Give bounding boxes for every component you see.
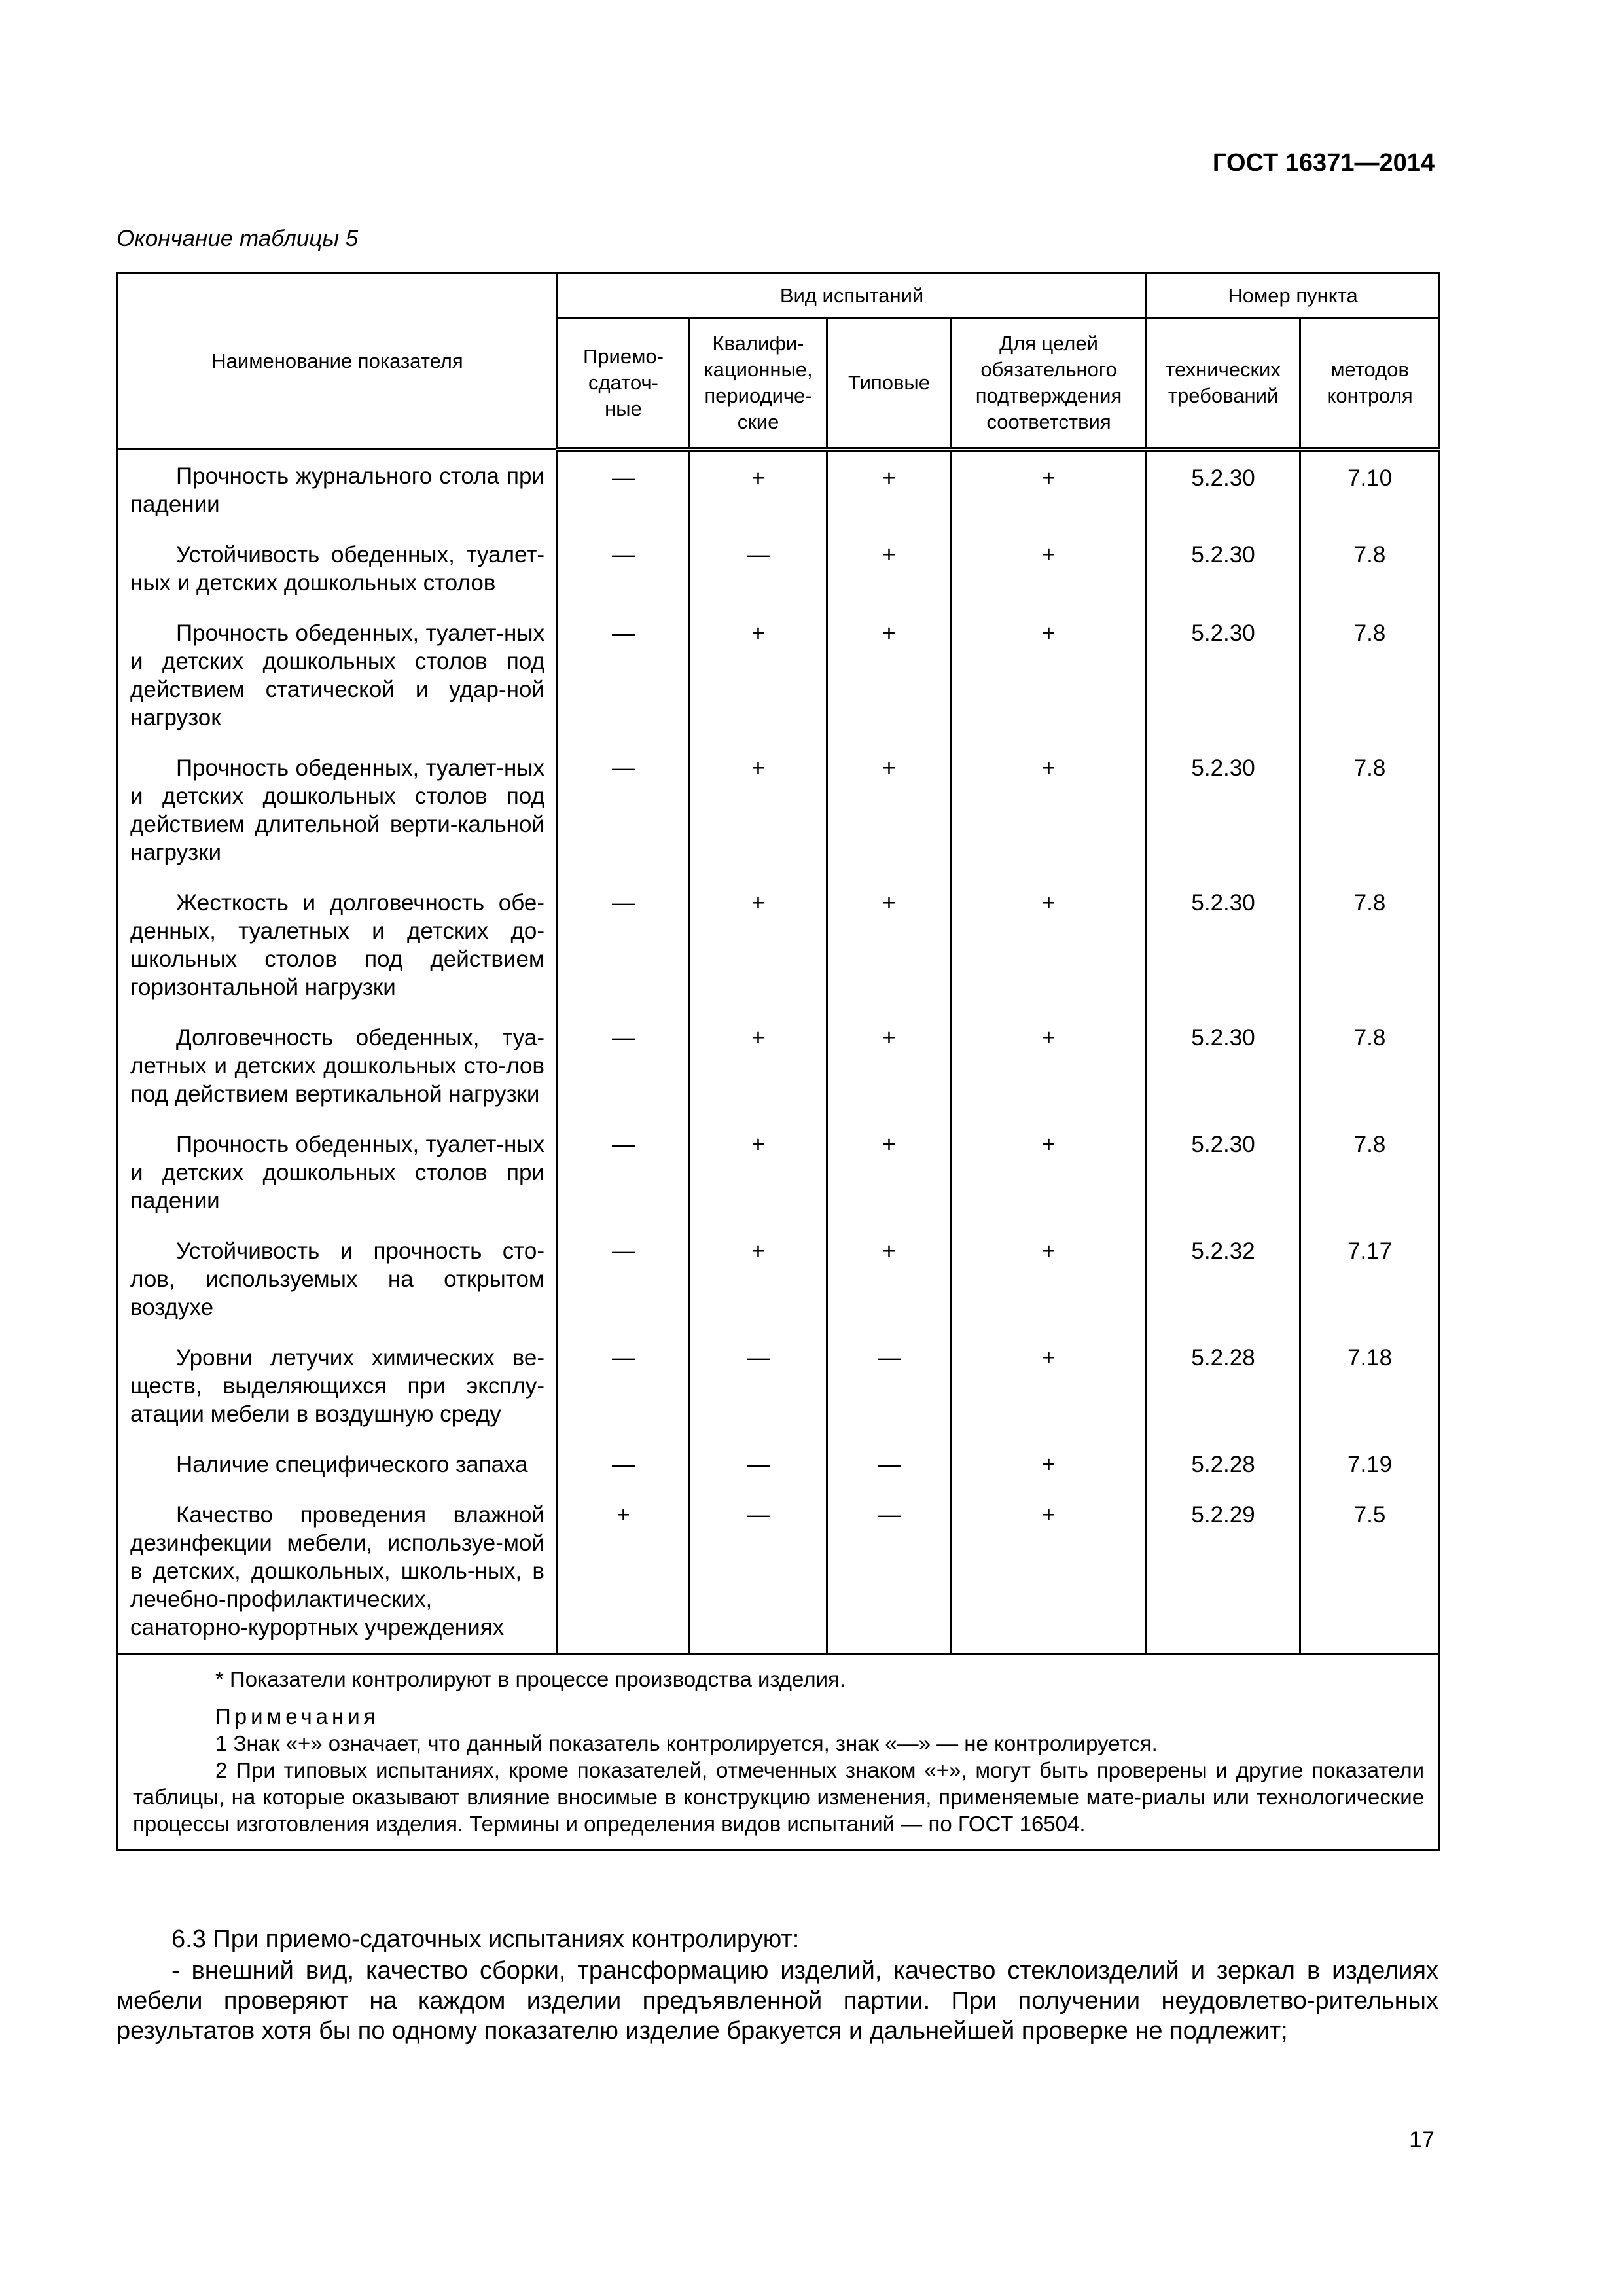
cell-certification: + xyxy=(952,1490,1147,1655)
header-certification: Для целей обязательного подтверждения соответствия xyxy=(952,319,1147,450)
cell-certification: + xyxy=(952,878,1147,1013)
cell-tech-clause: 5.2.30 xyxy=(1147,450,1300,531)
cell-certification: + xyxy=(952,744,1147,878)
cell-method-clause: 7.8 xyxy=(1300,1120,1440,1227)
cell-type: + xyxy=(827,609,952,744)
cell-tech-clause: 5.2.30 xyxy=(1147,1013,1300,1120)
cell-tech-clause: 5.2.30 xyxy=(1147,878,1300,1013)
table-caption: Окончание таблицы 5 xyxy=(116,226,359,251)
cell-tech-clause: 5.2.32 xyxy=(1147,1227,1300,1333)
indicator-name-text: Долговечность обеденных, туа-летных и детских дошкольных сто-лов под действием вертикальной нагрузки xyxy=(130,1025,544,1107)
indicator-name-text: Устойчивость обеденных, туалет-ных и детских дошкольных столов xyxy=(130,542,544,596)
cell-acceptance: — xyxy=(558,878,690,1013)
cell-type: — xyxy=(827,1333,952,1440)
table-row xyxy=(118,1013,1440,1120)
table-row xyxy=(118,1120,1440,1227)
table-row xyxy=(118,450,1440,531)
table-row xyxy=(118,609,1440,744)
cell-type: — xyxy=(827,1490,952,1655)
cell-qualification: + xyxy=(690,1120,827,1227)
header-control-methods: методов контроля xyxy=(1300,319,1440,450)
cell-method-clause: 7.5 xyxy=(1300,1490,1440,1655)
cell-acceptance: — xyxy=(558,609,690,744)
cell-certification: + xyxy=(952,450,1147,531)
cell-indicator-name xyxy=(118,878,558,1013)
cell-method-clause: 7.8 xyxy=(1300,609,1440,744)
cell-qualification: + xyxy=(690,744,827,878)
cell-type: + xyxy=(827,530,952,609)
note-2: 2 При типовых испытаниях, кроме показателей, отмеченных знаком «+», могут быть проверены и другие показатели таблицы, на которые оказывают влияние вносимые в конструкцию изменения, применяемые мате-риалы или технологические процессы изготовления изделия. Термины и определения видов испытаний — по ГОСТ 16504. xyxy=(133,1758,1425,1836)
cell-indicator-name xyxy=(118,530,558,609)
cell-method-clause: 7.17 xyxy=(1300,1227,1440,1333)
cell-indicator-name xyxy=(118,1440,558,1490)
test-table xyxy=(116,272,1440,1851)
cell-certification: + xyxy=(952,1120,1147,1227)
cell-method-clause: 7.19 xyxy=(1300,1440,1440,1490)
table-row xyxy=(118,1333,1440,1440)
cell-type: + xyxy=(827,450,952,531)
cell-acceptance: — xyxy=(558,744,690,878)
cell-method-clause: 7.8 xyxy=(1300,744,1440,878)
cell-type: + xyxy=(827,878,952,1013)
notes-title: Примечания xyxy=(215,1704,380,1729)
cell-type: + xyxy=(827,1013,952,1120)
header-tech-requirements: технических требований xyxy=(1147,319,1300,450)
cell-qualification: — xyxy=(690,530,827,609)
indicator-name-text: Наличие специфического запаха xyxy=(176,1452,528,1477)
cell-type: — xyxy=(827,1440,952,1490)
cell-acceptance: — xyxy=(558,1440,690,1490)
cell-tech-clause: 5.2.28 xyxy=(1147,1333,1300,1440)
cell-tech-clause: 5.2.30 xyxy=(1147,744,1300,878)
cell-qualification: + xyxy=(690,609,827,744)
cell-qualification: — xyxy=(690,1440,827,1490)
cell-type: + xyxy=(827,1227,952,1333)
page-number: 17 xyxy=(1409,2127,1435,2153)
cell-indicator-name xyxy=(118,450,558,531)
table-row xyxy=(118,878,1440,1013)
cell-indicator-name xyxy=(118,1333,558,1440)
table-row xyxy=(118,1490,1440,1655)
cell-indicator-name xyxy=(118,1120,558,1227)
indicator-name-text: Прочность обеденных, туалет-ных и детских дошкольных столов под действием статической и удар-ной нагрузок xyxy=(130,620,544,730)
header-type: Типовые xyxy=(827,319,952,450)
cell-tech-clause: 5.2.30 xyxy=(1147,609,1300,744)
cell-method-clause: 7.18 xyxy=(1300,1333,1440,1440)
indicator-name-text: Качество проведения влажной дезинфекции мебели, используе-мой в детских, дошкольных, школь-ных, в лечебно-профилактических, санаторно-курортных учреждениях xyxy=(130,1502,544,1640)
indicator-name-text: Уровни летучих химических ве-ществ, выделяющихся при эксплу-атации мебели в воздушную среду xyxy=(130,1345,544,1427)
cell-indicator-name xyxy=(118,744,558,878)
cell-method-clause: 7.10 xyxy=(1300,450,1440,531)
cell-acceptance: + xyxy=(558,1490,690,1655)
cell-certification: + xyxy=(952,1440,1147,1490)
table-row xyxy=(118,744,1440,878)
document-header: ГОСТ 16371—2014 xyxy=(1212,149,1435,177)
paragraph-item: - внешний вид, качество сборки, трансформацию изделий, качество стеклоизделий и зеркал в изделиях мебели проверяют на каждом изделии предъявленной партии. При получении неудовлетво-рительных результатов хотя бы по одному показателю изделие бракуется и дальнейшей проверке не подлежит; xyxy=(116,1957,1438,2045)
cell-qualification: + xyxy=(690,1013,827,1120)
cell-qualification: + xyxy=(690,1227,827,1333)
cell-qualification: — xyxy=(690,1490,827,1655)
cell-certification: + xyxy=(952,1333,1147,1440)
indicator-name-text: Прочность журнального стола при падении xyxy=(130,463,544,517)
cell-acceptance: — xyxy=(558,450,690,531)
cell-qualification: + xyxy=(690,450,827,531)
cell-acceptance: — xyxy=(558,530,690,609)
cell-acceptance: — xyxy=(558,1227,690,1333)
header-clause-number: Номер пункта xyxy=(1147,273,1440,319)
cell-method-clause: 7.8 xyxy=(1300,1013,1440,1120)
cell-indicator-name xyxy=(118,1227,558,1333)
paragraph-6-3: 6.3 При приемо-сдаточных испытаниях контролируют: xyxy=(171,1926,800,1953)
cell-type: + xyxy=(827,1120,952,1227)
note-1: 1 Знак «+» означает, что данный показатель контролируется, знак «—» — не контролируется. xyxy=(215,1731,1158,1755)
cell-certification: + xyxy=(952,1013,1147,1120)
header-name: Наименование показателя xyxy=(118,273,558,450)
footnote: * Показатели контролируют в процессе производства изделия. xyxy=(215,1667,846,1691)
cell-tech-clause: 5.2.28 xyxy=(1147,1440,1300,1490)
cell-certification: + xyxy=(952,530,1147,609)
table-row xyxy=(118,1227,1440,1333)
cell-acceptance: — xyxy=(558,1333,690,1440)
header-acceptance: Приемо-сдаточ-ные xyxy=(558,319,690,450)
cell-certification: + xyxy=(952,1227,1147,1333)
indicator-name-text: Жесткость и долговечность обе-денных, туалетных и детских до-школьных столов под действием горизонтальной нагрузки xyxy=(130,890,544,1000)
cell-indicator-name xyxy=(118,1013,558,1120)
cell-certification: + xyxy=(952,609,1147,744)
cell-acceptance: — xyxy=(558,1013,690,1120)
cell-indicator-name xyxy=(118,1490,558,1655)
cell-qualification: + xyxy=(690,878,827,1013)
indicator-name-text: Прочность обеденных, туалет-ных и детских дошкольных столов при падении xyxy=(130,1132,544,1213)
cell-qualification: — xyxy=(690,1333,827,1440)
header-test-types: Вид испытаний xyxy=(558,273,1147,319)
indicator-name-text: Прочность обеденных, туалет-ных и детских дошкольных столов под действием длительной верти-кальной нагрузки xyxy=(130,755,544,865)
header-qualification: Квалифи-кационные, периодиче-ские xyxy=(690,319,827,450)
table-row xyxy=(118,1440,1440,1490)
cell-acceptance: — xyxy=(558,1120,690,1227)
cell-method-clause: 7.8 xyxy=(1300,878,1440,1013)
indicator-name-text: Устойчивость и прочность сто-лов, используемых на открытом воздухе xyxy=(130,1238,544,1320)
cell-tech-clause: 5.2.30 xyxy=(1147,530,1300,609)
cell-tech-clause: 5.2.29 xyxy=(1147,1490,1300,1655)
cell-tech-clause: 5.2.30 xyxy=(1147,1120,1300,1227)
table-notes xyxy=(118,1655,1440,1850)
cell-type: + xyxy=(827,744,952,878)
table-row xyxy=(118,530,1440,609)
cell-indicator-name xyxy=(118,609,558,744)
cell-method-clause: 7.8 xyxy=(1300,530,1440,609)
